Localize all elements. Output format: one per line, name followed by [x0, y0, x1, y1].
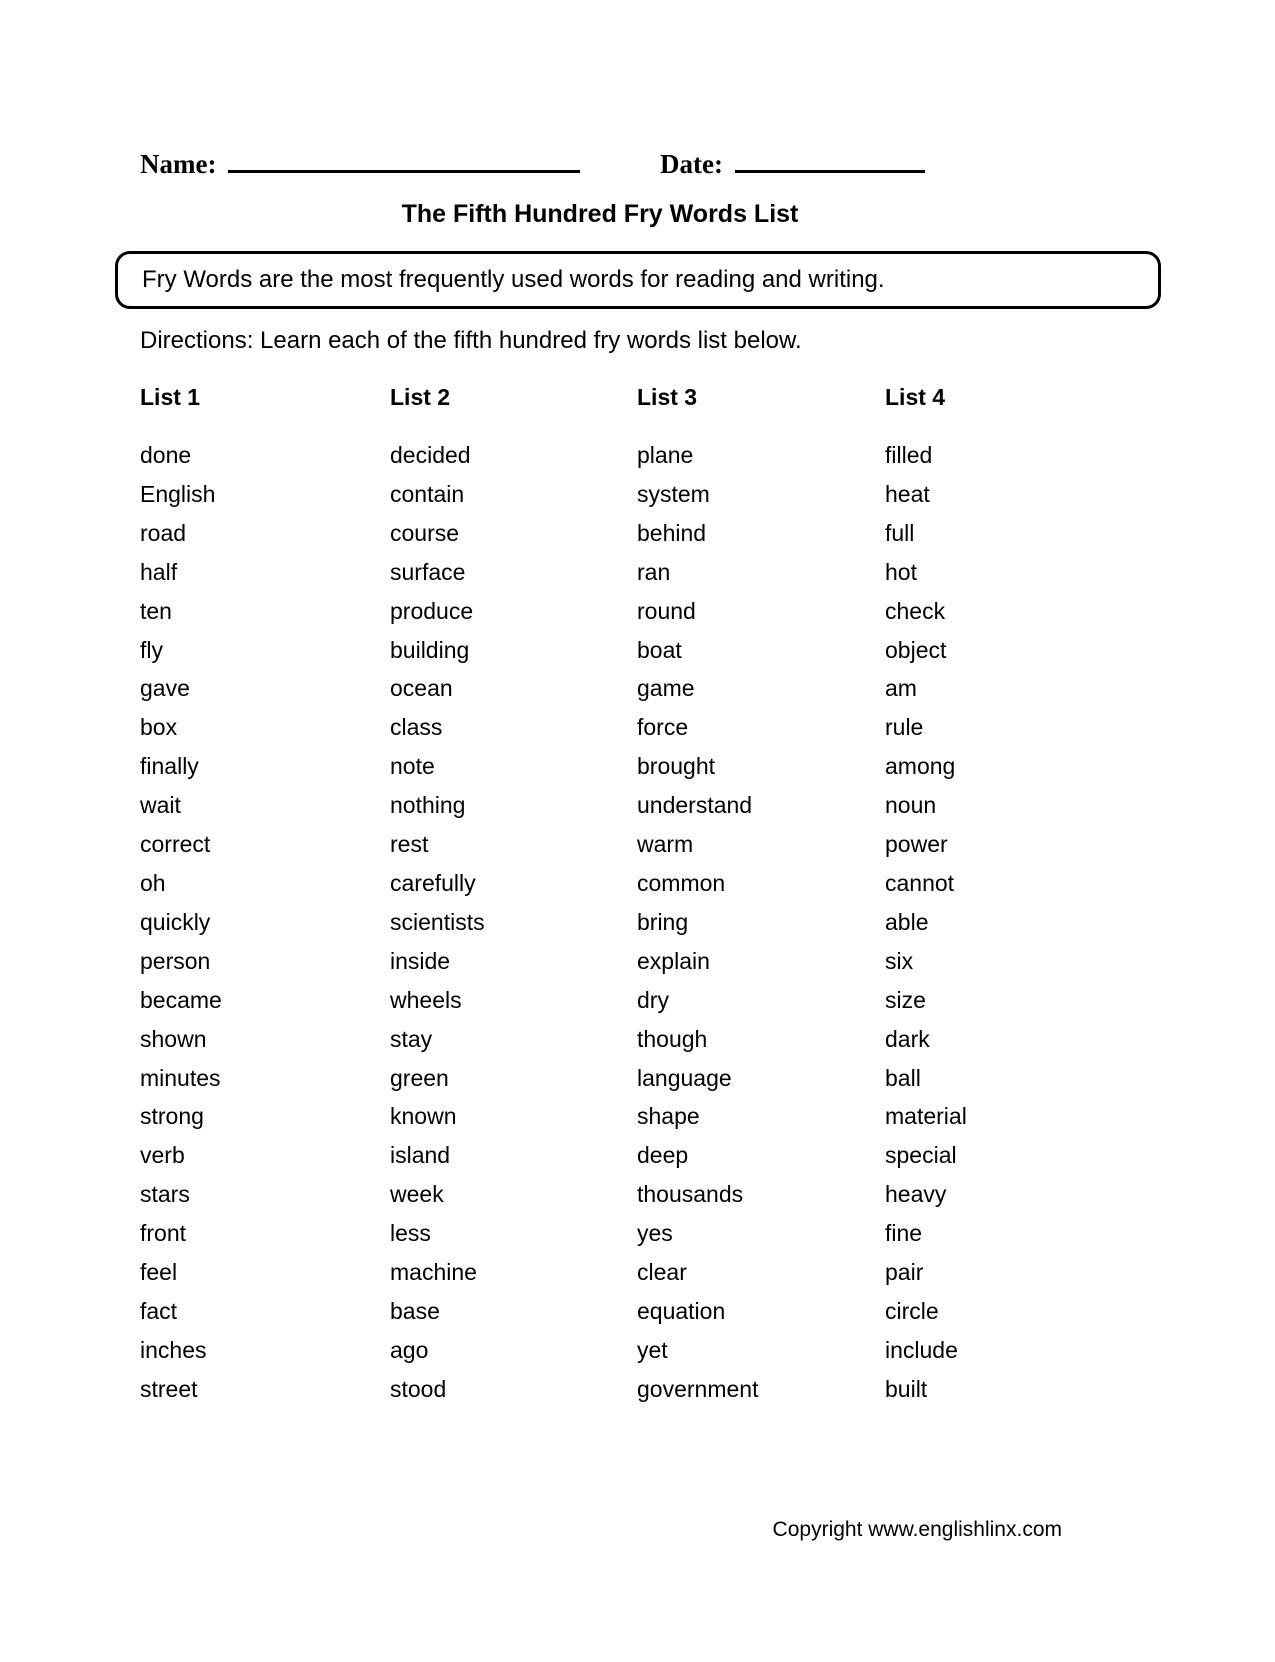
word-item: class: [390, 714, 443, 741]
word-item: correct: [140, 831, 211, 858]
word-item: known: [390, 1103, 457, 1130]
word-item: wait: [140, 792, 181, 819]
word-item: course: [390, 519, 460, 546]
word-item: object: [885, 636, 947, 663]
word-item: power: [885, 831, 948, 858]
word-item: shown: [140, 1025, 207, 1052]
word-item: boat: [637, 636, 682, 663]
copyright-text: Copyright www.englishlinx.com: [772, 1518, 1062, 1541]
word-item: able: [885, 908, 929, 935]
word-item: fine: [885, 1220, 923, 1247]
word-item: warm: [637, 831, 694, 858]
word-item: became: [140, 986, 222, 1013]
word-item: done: [140, 442, 192, 468]
word-item: special: [885, 1142, 957, 1169]
word-item: heavy: [885, 1181, 947, 1208]
word-item: clear: [637, 1259, 687, 1286]
word-item: circle: [885, 1297, 939, 1324]
word-item: plane: [637, 442, 694, 468]
word-item: bring: [637, 908, 689, 935]
list-header: List 4: [885, 384, 946, 410]
word-item: oh: [140, 869, 166, 896]
name-blank-line: [228, 146, 580, 173]
directions-text: Directions: Learn each of the fifth hundred fry words list below.: [140, 327, 802, 354]
word-item: cannot: [885, 869, 955, 896]
word-item: six: [885, 947, 914, 974]
word-item: quickly: [140, 908, 211, 935]
word-item: rule: [885, 714, 924, 741]
word-item: system: [637, 480, 710, 507]
word-item: built: [885, 1375, 928, 1402]
word-item: surface: [390, 558, 466, 585]
word-item: common: [637, 869, 726, 896]
word-item: yes: [637, 1220, 673, 1247]
name-field: [140, 146, 580, 180]
word-item: ocean: [390, 675, 453, 702]
word-item: feel: [140, 1259, 178, 1286]
word-item: week: [390, 1181, 444, 1208]
word-item: language: [637, 1064, 732, 1091]
word-item: strong: [140, 1103, 204, 1130]
word-item: person: [140, 947, 211, 974]
word-item: shape: [637, 1103, 700, 1130]
word-item: gave: [140, 675, 190, 702]
word-item: minutes: [140, 1064, 221, 1091]
word-item: fact: [140, 1297, 178, 1324]
word-item: rest: [390, 831, 429, 858]
word-list-column: [637, 383, 885, 1409]
word-item: note: [390, 753, 435, 780]
word-item: island: [390, 1142, 451, 1169]
word-item: material: [885, 1103, 967, 1130]
word-item: size: [885, 986, 926, 1013]
word-item: green: [390, 1064, 449, 1091]
word-item: dark: [885, 1025, 930, 1052]
word-item: explain: [637, 947, 710, 974]
word-item: ran: [637, 558, 671, 585]
word-lists: [140, 383, 1135, 1409]
word-item: English: [140, 480, 216, 507]
word-item: behind: [637, 519, 707, 546]
word-item: contain: [390, 480, 465, 507]
word-item: round: [637, 597, 696, 624]
word-item: wheels: [390, 986, 462, 1013]
word-item: full: [885, 519, 915, 546]
word-item: box: [140, 714, 178, 741]
word-item: force: [637, 714, 689, 741]
word-item: ago: [390, 1336, 429, 1363]
word-item: inches: [140, 1336, 207, 1363]
word-item: road: [140, 519, 187, 546]
word-item: building: [390, 636, 470, 663]
word-item: though: [637, 1025, 708, 1052]
word-item: filled: [885, 442, 933, 468]
word-item: am: [885, 675, 917, 702]
word-item: equation: [637, 1297, 726, 1324]
word-item: inside: [390, 947, 451, 974]
word-item: nothing: [390, 792, 466, 819]
word-item: machine: [390, 1259, 477, 1286]
word-item: decided: [390, 442, 471, 468]
word-item: thousands: [637, 1181, 744, 1208]
date-blank-line: [735, 146, 925, 173]
word-item: government: [637, 1375, 759, 1402]
word-item: finally: [140, 753, 199, 780]
date-field: [660, 146, 925, 180]
word-item: game: [637, 675, 695, 702]
word-item: understand: [637, 792, 753, 819]
word-item: dry: [637, 986, 669, 1013]
word-item: fly: [140, 636, 163, 663]
word-item: half: [140, 558, 178, 585]
name-label: Name:: [140, 149, 217, 179]
page-title: The Fifth Hundred Fry Words List: [401, 200, 799, 228]
word-list-column: [140, 383, 390, 1409]
word-item: verb: [140, 1142, 185, 1169]
word-item: stars: [140, 1181, 190, 1208]
word-item: base: [390, 1297, 440, 1324]
intro-banner-text: Fry Words are the most frequently used words for reading and writing.: [142, 266, 885, 293]
word-item: yet: [637, 1336, 668, 1363]
word-item: check: [885, 597, 946, 624]
date-label: Date:: [660, 149, 723, 179]
word-item: among: [885, 753, 956, 780]
word-item: produce: [390, 597, 474, 624]
word-item: hot: [885, 558, 917, 585]
word-item: pair: [885, 1259, 924, 1286]
word-item: stood: [390, 1375, 447, 1402]
word-item: less: [390, 1220, 431, 1247]
word-item: carefully: [390, 869, 476, 896]
word-item: brought: [637, 753, 716, 780]
word-item: street: [140, 1375, 198, 1402]
word-list-column: [885, 383, 1135, 1409]
word-item: scientists: [390, 908, 485, 935]
word-item: heat: [885, 480, 930, 507]
list-header: List 1: [140, 384, 201, 410]
word-item: include: [885, 1336, 958, 1363]
intro-banner: [115, 251, 1161, 309]
word-item: stay: [390, 1025, 433, 1052]
word-item: noun: [885, 792, 937, 819]
word-list-column: [390, 383, 637, 1409]
list-header: List 2: [390, 384, 451, 410]
word-item: ball: [885, 1064, 921, 1091]
word-item: front: [140, 1220, 187, 1247]
word-item: ten: [140, 597, 172, 624]
word-item: deep: [637, 1142, 689, 1169]
list-header: List 3: [637, 384, 698, 410]
